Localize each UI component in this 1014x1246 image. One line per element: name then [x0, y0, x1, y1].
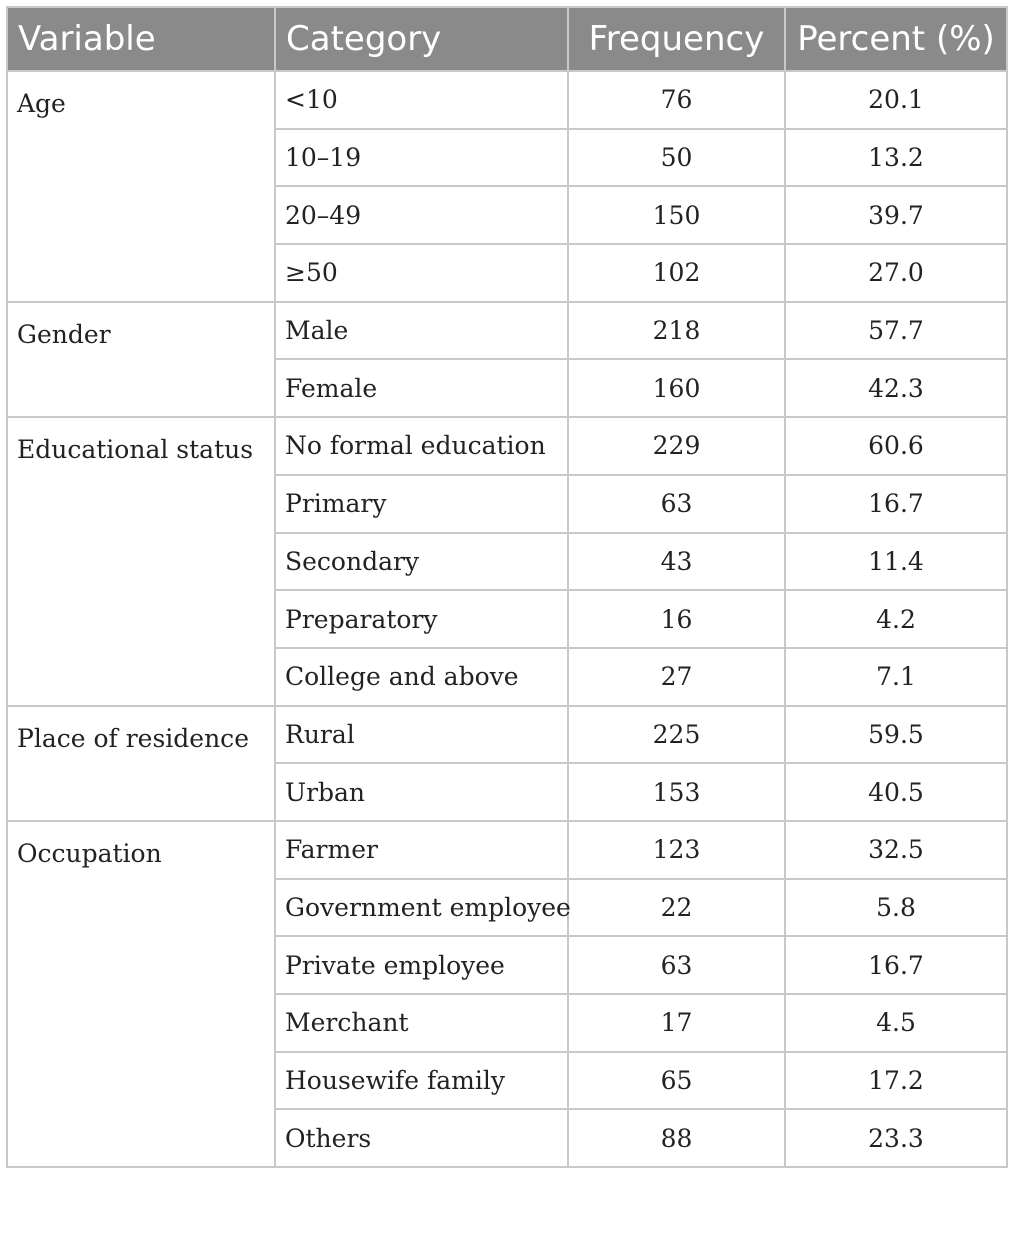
category-cell: Secondary	[275, 533, 568, 591]
frequency-cell: 150	[568, 186, 785, 244]
category-cell: Farmer	[275, 821, 568, 879]
frequency-cell: 225	[568, 706, 785, 764]
category-cell: Urban	[275, 763, 568, 821]
category-cell: Primary	[275, 475, 568, 533]
percent-cell: 20.1	[785, 71, 1007, 129]
frequency-cell: 218	[568, 302, 785, 360]
category-cell: Female	[275, 359, 568, 417]
variable-cell: Place of residence	[7, 706, 275, 821]
category-cell: Preparatory	[275, 590, 568, 648]
frequency-cell: 229	[568, 417, 785, 475]
category-cell: Housewife family	[275, 1052, 568, 1110]
frequency-cell: 22	[568, 879, 785, 937]
frequency-cell: 63	[568, 936, 785, 994]
variable-cell: Occupation	[7, 821, 275, 1167]
variable-cell: Gender	[7, 302, 275, 417]
percent-cell: 23.3	[785, 1109, 1007, 1167]
frequency-cell: 76	[568, 71, 785, 129]
category-cell: 20–49	[275, 186, 568, 244]
variable-cell: Age	[7, 71, 275, 302]
variable-cell: Educational status	[7, 417, 275, 705]
category-cell: Others	[275, 1109, 568, 1167]
frequency-cell: 63	[568, 475, 785, 533]
percent-cell: 16.7	[785, 475, 1007, 533]
percent-cell: 11.4	[785, 533, 1007, 591]
category-cell: Rural	[275, 706, 568, 764]
category-cell: ≥50	[275, 244, 568, 302]
header-frequency: Frequency	[568, 7, 785, 71]
percent-cell: 4.2	[785, 590, 1007, 648]
table-row	[7, 302, 1007, 360]
percent-cell: 4.5	[785, 994, 1007, 1052]
category-cell: Merchant	[275, 994, 568, 1052]
percent-cell: 7.1	[785, 648, 1007, 706]
frequency-cell: 123	[568, 821, 785, 879]
percent-cell: 13.2	[785, 129, 1007, 187]
table-row	[7, 417, 1007, 475]
percent-cell: 27.0	[785, 244, 1007, 302]
frequency-cell: 160	[568, 359, 785, 417]
percent-cell: 5.8	[785, 879, 1007, 937]
percent-cell: 17.2	[785, 1052, 1007, 1110]
percent-cell: 42.3	[785, 359, 1007, 417]
category-cell: <10	[275, 71, 568, 129]
percent-cell: 39.7	[785, 186, 1007, 244]
frequency-cell: 50	[568, 129, 785, 187]
table-container	[6, 6, 1006, 1168]
percent-cell: 57.7	[785, 302, 1007, 360]
frequency-cell: 43	[568, 533, 785, 591]
percent-cell: 60.6	[785, 417, 1007, 475]
header-row	[7, 7, 1007, 71]
frequency-cell: 17	[568, 994, 785, 1052]
table-body	[7, 71, 1007, 1167]
percent-cell: 40.5	[785, 763, 1007, 821]
frequency-cell: 16	[568, 590, 785, 648]
frequency-cell: 27	[568, 648, 785, 706]
table-header	[7, 7, 1007, 71]
category-cell: No formal education	[275, 417, 568, 475]
frequency-cell: 65	[568, 1052, 785, 1110]
frequency-cell: 88	[568, 1109, 785, 1167]
header-category: Category	[275, 7, 568, 71]
percent-cell: 32.5	[785, 821, 1007, 879]
category-cell: Government employee	[275, 879, 568, 937]
category-cell: Male	[275, 302, 568, 360]
demographics-table	[6, 6, 1008, 1168]
category-cell: 10–19	[275, 129, 568, 187]
header-percent: Percent (%)	[785, 7, 1007, 71]
category-cell: Private employee	[275, 936, 568, 994]
percent-cell: 59.5	[785, 706, 1007, 764]
table-row	[7, 706, 1007, 764]
category-cell: College and above	[275, 648, 568, 706]
table-row	[7, 821, 1007, 879]
header-variable: Variable	[7, 7, 275, 71]
frequency-cell: 102	[568, 244, 785, 302]
table-row	[7, 71, 1007, 129]
percent-cell: 16.7	[785, 936, 1007, 994]
frequency-cell: 153	[568, 763, 785, 821]
